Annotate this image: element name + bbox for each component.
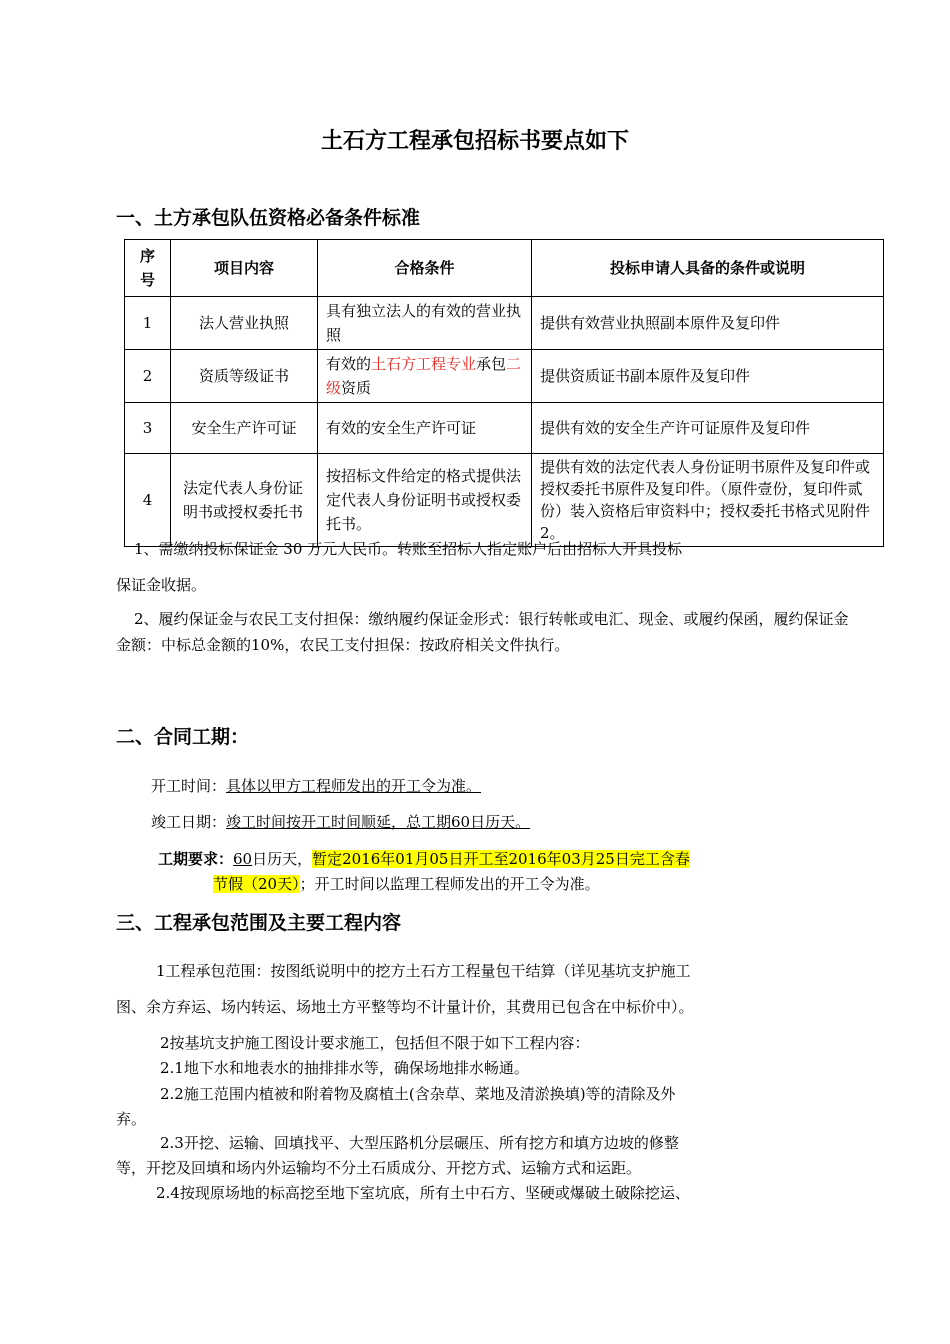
cond-text: 有效的 xyxy=(326,355,372,373)
row-desc: 提供有效营业执照副本原件及复印件 xyxy=(532,297,884,350)
scope-paragraph-line1: 1工程承包范围：按图纸说明中的挖方土石方工程量包干结算（详见基坑支护施工 xyxy=(156,962,691,980)
content-item-2-2-line2: 弃。 xyxy=(116,1110,147,1128)
content-item-2-3-line2: 等，开挖及回填和场内外运输均不分土石质成分、开挖方式、运输方式和运距。 xyxy=(116,1159,642,1177)
content-item-2-3-line1: 2.3开挖、运输、回填找平、大型压路机分层碾压、所有挖方和填方边坡的修整 xyxy=(160,1134,679,1152)
period-highlight: 节假（20天） xyxy=(213,875,300,893)
row-no: 1 xyxy=(125,297,171,350)
section1-heading: 一、土方承包队伍资格必备条件标准 xyxy=(116,207,421,229)
header-no: 序号 xyxy=(125,240,171,297)
row-no: 2 xyxy=(125,350,171,403)
header-desc: 投标申请人具备的条件或说明 xyxy=(532,240,884,297)
row-item: 安全生产许可证 xyxy=(171,403,318,454)
content-item-2-1: 2.1地下水和地表水的抽排排水等，确保场地排水畅通。 xyxy=(160,1059,529,1077)
period-highlight: 暂定2016年01月05日开工至2016年03月25日完工含春 xyxy=(312,850,690,868)
period-unit: 日历天， xyxy=(252,850,313,868)
table-header-row xyxy=(125,240,884,297)
deposit-note-line2: 保证金收据。 xyxy=(116,576,207,594)
row-item: 资质等级证书 xyxy=(171,350,318,403)
row-desc: 提供资质证书副本原件及复印件 xyxy=(532,350,884,403)
start-time-value: 具体以甲方工程师发出的开工令为准。 xyxy=(226,777,482,795)
header-item: 项目内容 xyxy=(171,240,318,297)
row-item: 法定代表人身份证明书或授权委托书 xyxy=(171,454,318,547)
completion-date-value: 竣工时间按开工时间顺延，总工期60日历天。 xyxy=(226,813,531,831)
document-title: 土石方工程承包招标书要点如下 xyxy=(320,129,629,154)
deposit-note-line1: 1、需缴纳投标保证金 30 万元人民币。转账至招标人指定账户后由招标人开具投标 xyxy=(134,540,683,558)
table-row xyxy=(125,297,884,350)
completion-date-label: 竣工日期： xyxy=(151,813,227,831)
row-cond: 具有独立法人的有效的营业执照 xyxy=(318,297,532,350)
cond-text: 资质 xyxy=(341,379,372,397)
content-item-2-2-line1: 2.2施工范围内植被和附着物及腐植土(含杂草、菜地及清淤换填)等的清除及外 xyxy=(160,1085,676,1103)
row-no: 4 xyxy=(125,454,171,547)
row-no: 3 xyxy=(125,403,171,454)
period-label: 工期要求： xyxy=(158,850,234,868)
table-row xyxy=(125,403,884,454)
start-time-label: 开工时间： xyxy=(151,777,227,795)
row-desc: 提供有效的安全生产许可证原件及复印件 xyxy=(532,403,884,454)
section2-heading: 二、合同工期： xyxy=(116,726,250,748)
row-item: 法人营业执照 xyxy=(171,297,318,350)
cond-highlight-text: 土石方工程专业 xyxy=(371,355,477,373)
row-cond: 有效的安全生产许可证 xyxy=(318,403,532,454)
cond-highlight-text: 二级 xyxy=(326,355,522,397)
content-paragraph: 2按基坑支护施工图设计要求施工，包括但不限于如下工程内容： xyxy=(160,1034,590,1052)
table-row xyxy=(125,350,884,403)
start-time-line xyxy=(151,773,481,799)
row-desc: 提供有效的法定代表人身份证明书原件及复印件或授权委托书原件及复印件。（原件壹份，复印件贰份）装入资格后审资料中；授权委托书格式见附件2。 xyxy=(532,454,884,547)
header-cond: 合格条件 xyxy=(318,240,532,297)
cond-text: 承包 xyxy=(476,355,507,373)
performance-bond-note: 2、履约保证金与农民工支付担保：缴纳履约保证金形式：银行转帐或电汇、现金、或履约保函，履约保证金金额：中标总金额的10%，农民工支付担保：按政府相关文件执行。 xyxy=(116,610,849,654)
content-item-2-4: 2.4按现原场地的标高挖至地下室坑底，所有土中石方、坚硬或爆破土破除挖运、 xyxy=(156,1184,690,1202)
table-row xyxy=(125,454,884,547)
period-requirement-line2 xyxy=(213,871,873,897)
qualification-table xyxy=(124,239,884,547)
period-requirement-line1 xyxy=(158,846,858,872)
completion-date-line xyxy=(151,809,530,835)
scope-paragraph-line2: 图、余方弃运、场内转运、场地土方平整等均不计量计价，其费用已包含在中标价中）。 xyxy=(116,998,694,1016)
period-days: 60 xyxy=(233,850,253,868)
row-cond: 按招标文件给定的格式提供法定代表人身份证明书或授权委托书。 xyxy=(318,454,532,547)
section3-heading: 三、工程承包范围及主要工程内容 xyxy=(116,912,402,934)
row-cond xyxy=(318,350,532,403)
period-rest: ；开工时间以监理工程师发出的开工令为准。 xyxy=(299,875,600,893)
